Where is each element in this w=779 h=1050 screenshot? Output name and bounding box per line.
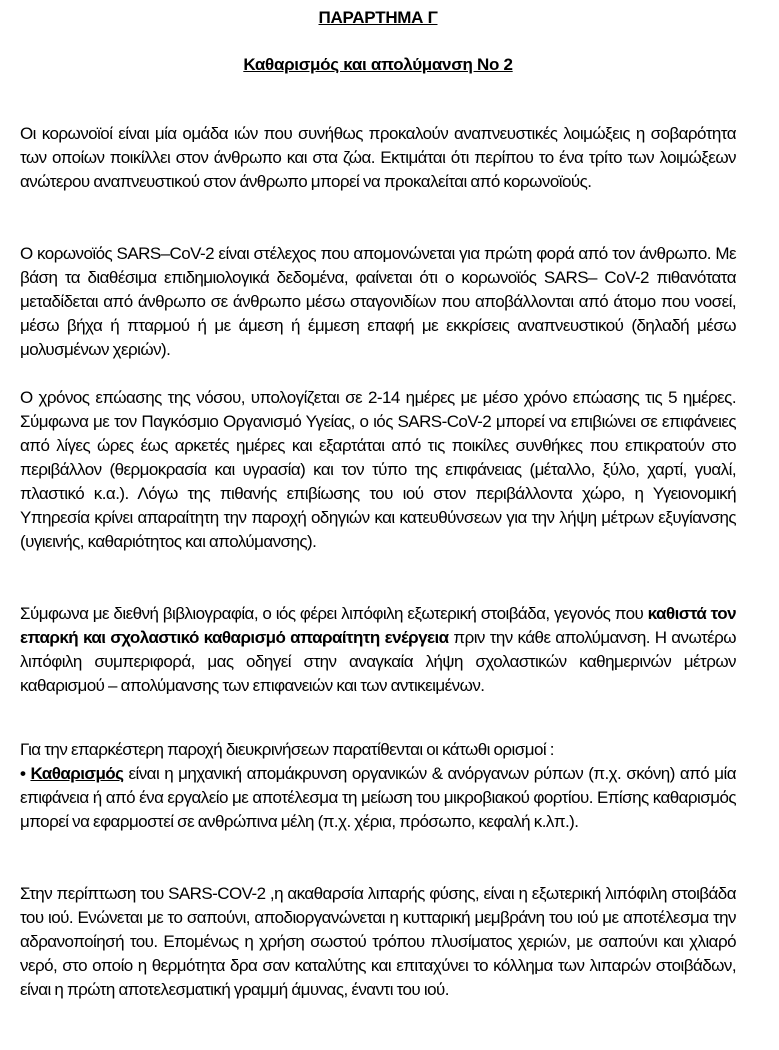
paragraph-text: Σύμφωνα με διεθνή βιβλιογραφία, ο ιός φέρει λιπόφιλη εξωτερική στοιβάδα, γεγονός που (20, 604, 648, 623)
emphasis-text: καθιστά τον επαρκή και σχολαστικό καθαρισμό απαραίτητη ενέργεια (20, 604, 736, 647)
annex-title: ΠΑΡΑΡΤΗΜΑ Γ (318, 8, 438, 27)
document-subtitle: Καθαρισμός και απολύμανση Νο 2 (243, 55, 513, 74)
definitions-intro: Για την επαρκέστερη παροχή διευκρινήσεων παρατίθενται οι κάτωθι ορισμοί : (20, 740, 554, 759)
paragraph-incubation-survival: Ο χρόνος επώασης της νόσου, υπολογίζεται σε 2-14 ημέρες με μέσο χρόνο επώασης τις 5 ημέρες. Σύμφωνα με τον Παγκόσμιο Οργανισμό Υγείας, ο ιός SARS-CoV-2 μπορεί να επιβιώνει σε επιφάνειες από λίγες ώρες έως αρκετές ημέρες και εξαρτάται από τις ποικίλες συνθήκες που επικρατούν στο περιβάλλον (θερμοκρασία και υγρασία) και τον τύπο της επιφάνειας (μέταλλο, ξύλο, χαρτί, γυαλί, πλαστικό κ.α.). Λόγω της πιθανής επιβίωσης του ιού στον περιβάλλοντα χώρο, η Υγειονομική Υπηρεσία κρίνει απαραίτητη την παροχή οδηγιών και κατευθύνσεων για την λήψη μέτρων εξυγίανσης (υγιεινής, καθαριότητος και απολύμανσης). (20, 388, 736, 551)
paragraph-text: πριν την κάθε απολύμανση. Η ανωτέρω λιπόφιλη συμπεριφορά, μας οδηγεί στην αναγκαία λήψη σχολαστικών καθημερινών μέτρων καθαρισμού – απολύμανσης των επιφανειών και των αντικειμένων. (20, 628, 736, 695)
paragraph-definitions (20, 738, 736, 834)
definition-text: είναι η μηχανική απομάκρυνση οργανικών & ανόργανων ρύπων (π.χ. σκόνη) από μία επιφάνεια ή από ένα εργαλείο με αποτέλεσμα τη μείωση του μικροβιακού φορτίου. Επίσης καθαρισμός μπορεί να εφαρμοστεί σε ανθρώπινα μέλη (π.χ. χέρια, πρόσωπο, κεφαλή κ.λπ.). (20, 764, 736, 831)
bullet-icon: • (20, 764, 26, 783)
paragraph-coronavirus-intro: Οι κορωνοϊοί είναι μία ομάδα ιών που συνήθως προκαλούν αναπνευστικές λοιμώξεις η σοβαρότητα των οποίων ποικίλλει στον άνθρωπο και στα ζώα. Εκτιμάται ότι περίπου το ένα τρίτο των λοιμώξεων ανώτερου αναπνευστικού στον άνθρωπο μπορεί να προκαλείται από κορωνοϊούς. (20, 124, 736, 191)
paragraph-sars-cov-2-transmission: Ο κορωνοϊός SARS–CoV-2 είναι στέλεχος που απομονώνεται για πρώτη φορά από τον άνθρωπο. Με βάση τα διαθέσιμα επιδημιολογικά δεδομένα, φαίνεται ότι ο κορωνοϊός SARS– CoV-2 πιθανότατα μεταδίδεται από άνθρωπο σε άνθρωπο μέσω σταγονιδίων που αποβάλλονται από άτομο που νοσεί, μέσω βήχα ή πταρμού ή με άμεση ή έμμεση επαφή με εκκρίσεις αναπνευστικού (δηλαδή μέσω μολυσμένων χεριών). (20, 244, 736, 359)
definition-term: Καθαρισμός (30, 764, 124, 783)
paragraph-lipophilic-layer (20, 602, 736, 698)
paragraph-soap-handwashing: Στην περίπτωση του SARS-COV-2 ,η ακαθαρσία λιπαρής φύσης, είναι η εξωτερική λιπόφιλη στοιβάδα του ιού. Ενώνεται με το σαπούνι, αποδιοργανώνεται η κυτταρική μεμβράνη του ιού με αποτέλεσμα την αδρανοποίησή του. Επομένως η χρήση σωστού τρόπου πλυσίματος χεριών, με σαπούνι και χλιαρό νερό, στο οποίο η θερμότητα δρα σαν καταλύτης και επιταχύνει το κόλλημα των λιπαρών στοιβάδων, είναι η πρώτη αποτελεσματική γραμμή άμυνας, έναντι του ιού. (20, 884, 736, 999)
